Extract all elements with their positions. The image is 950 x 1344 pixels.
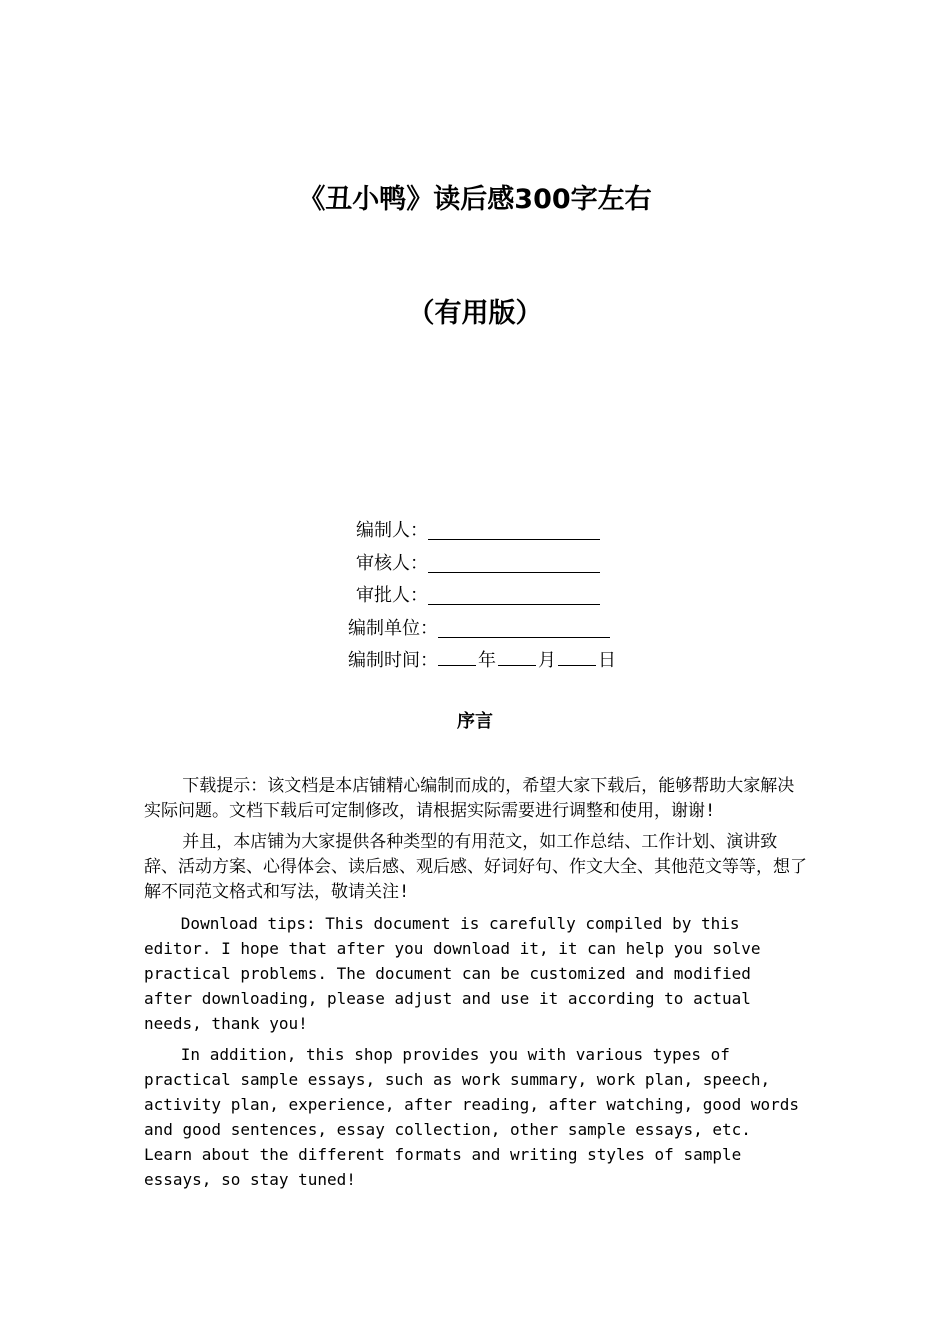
preface-paragraph-3: Download tips: This document is carefully compiled by this editor. I hope that after you download it, it can help you solve practical problems. The document can be customized and modified after downloading, please adjust and use it according to actual needs, thank you! bbox=[144, 914, 761, 1033]
document-title: 《丑小鸭》读后感300字左右 bbox=[298, 184, 652, 215]
compiler-blank bbox=[428, 539, 600, 540]
preface-paragraph-1: 下载提示：该文档是本店铺精心编制而成的，希望大家下载后，能够帮助大家解决实际问题。文档下载后可定制修改，请根据实际需要进行调整和使用，谢谢! bbox=[144, 776, 795, 821]
day-blank bbox=[558, 645, 596, 666]
document-subtitle: （有用版） bbox=[407, 298, 543, 329]
approver-label: 审批人： bbox=[356, 585, 428, 606]
year-blank bbox=[438, 645, 476, 666]
time-row bbox=[0, 645, 950, 678]
preface-paragraph-2: 并且，本店铺为大家提供各种类型的有用范文，如工作总结、工作计划、演讲致辞、活动方案、心得体会、读后感、观后感、好词好句、作文大全、其他范文等等，想了解不同范文格式和写法，敬请关注! bbox=[144, 832, 807, 902]
month-blank bbox=[498, 645, 536, 666]
reviewer-blank bbox=[428, 572, 600, 573]
date-fields bbox=[438, 645, 618, 678]
metadata-block bbox=[0, 515, 950, 678]
time-label: 编制时间： bbox=[348, 650, 438, 671]
day-label: 日 bbox=[598, 650, 616, 671]
unit-blank bbox=[438, 637, 610, 638]
approver-row bbox=[0, 580, 950, 613]
compiler-label: 编制人： bbox=[356, 520, 428, 541]
year-label: 年 bbox=[478, 650, 496, 671]
reviewer-label: 审核人： bbox=[356, 552, 428, 574]
preface-paragraph-4: In addition, this shop provides you with various types of practical sample essays, such as work summary, work plan, speech, activity plan, experience, after reading, after watching, good words and good sentences, essay collection, other sample essays, etc. Learn about the different formats and writing styles of sample essays, so stay tuned! bbox=[144, 1045, 800, 1189]
compiler-row bbox=[0, 515, 950, 548]
preface-body bbox=[144, 774, 808, 1198]
preface-heading: 序言 bbox=[457, 711, 493, 732]
reviewer-row bbox=[0, 548, 950, 581]
unit-row bbox=[0, 613, 950, 646]
approver-blank bbox=[428, 604, 600, 605]
unit-label: 编制单位： bbox=[348, 617, 438, 639]
month-label: 月 bbox=[538, 650, 556, 671]
